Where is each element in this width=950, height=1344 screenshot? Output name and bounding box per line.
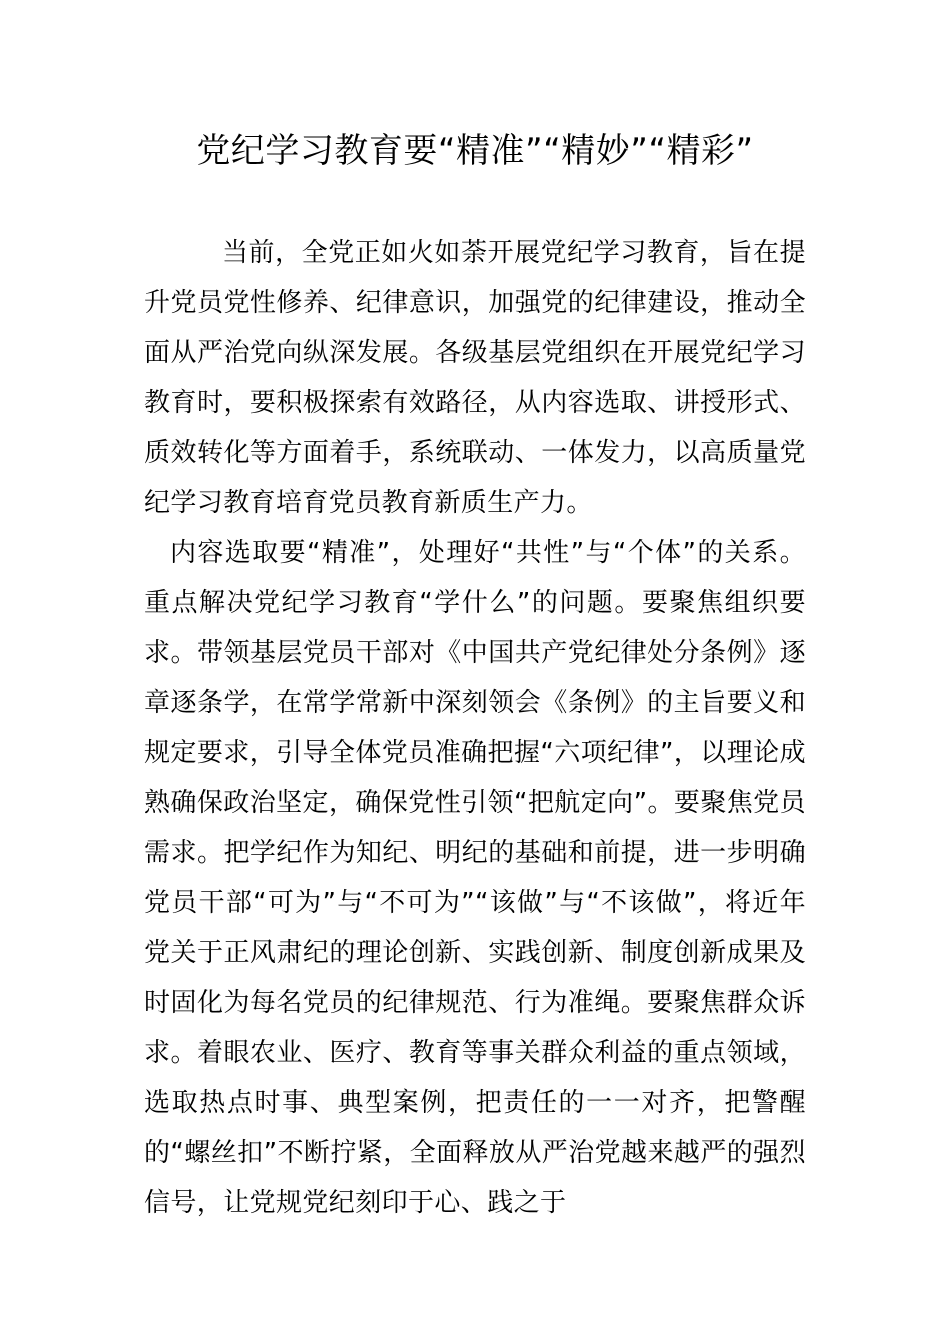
document-body [144, 228, 806, 1228]
paragraph-content-selection: 内容选取要“精准”，处理好“共性”与“个体”的关系。重点解决党纪学习教育“学什么”的问题。要聚焦组织要求。带领基层党员干部对《中国共产党纪律处分条例》逐章逐条学，在常学常新中深刻领会《条例》的主旨要义和规定要求，引导全体党员准确把握“六项纪律”，以理论成熟确保政治坚定，确保党性引领“把航定向”。要聚焦党员需求。把学纪作为知纪、明纪的基础和前提，进一步明确党员干部“可为”与“不可为”“该做”与“不该做”，将近年党关于正风肃纪的理论创新、实践创新、制度创新成果及时固化为每名党员的纪律规范、行为准绳。要聚焦群众诉求。着眼农业、医疗、教育等事关群众利益的重点领域，选取热点时事、典型案例，把责任的一一对齐，把警醒的“螺丝扣”不断拧紧，全面释放从严治党越来越严的强烈信号，让党规党纪刻印于心、践之于 [144, 538, 806, 1218]
document-title: 党纪学习教育要“精准”“精妙”“精彩” [196, 131, 754, 171]
paragraph-intro: 当前，全党正如火如荼开展党纪学习教育，旨在提升党员党性修养、纪律意识，加强党的纪律建设，推动全面从严治党向纵深发展。各级基层党组织在开展党纪学习教育时，要积极探索有效路径，从内容选取、讲授形式、质效转化等方面着手，系统联动、一体发力，以高质量党纪学习教育培育党员教育新质生产力。 [144, 238, 806, 518]
